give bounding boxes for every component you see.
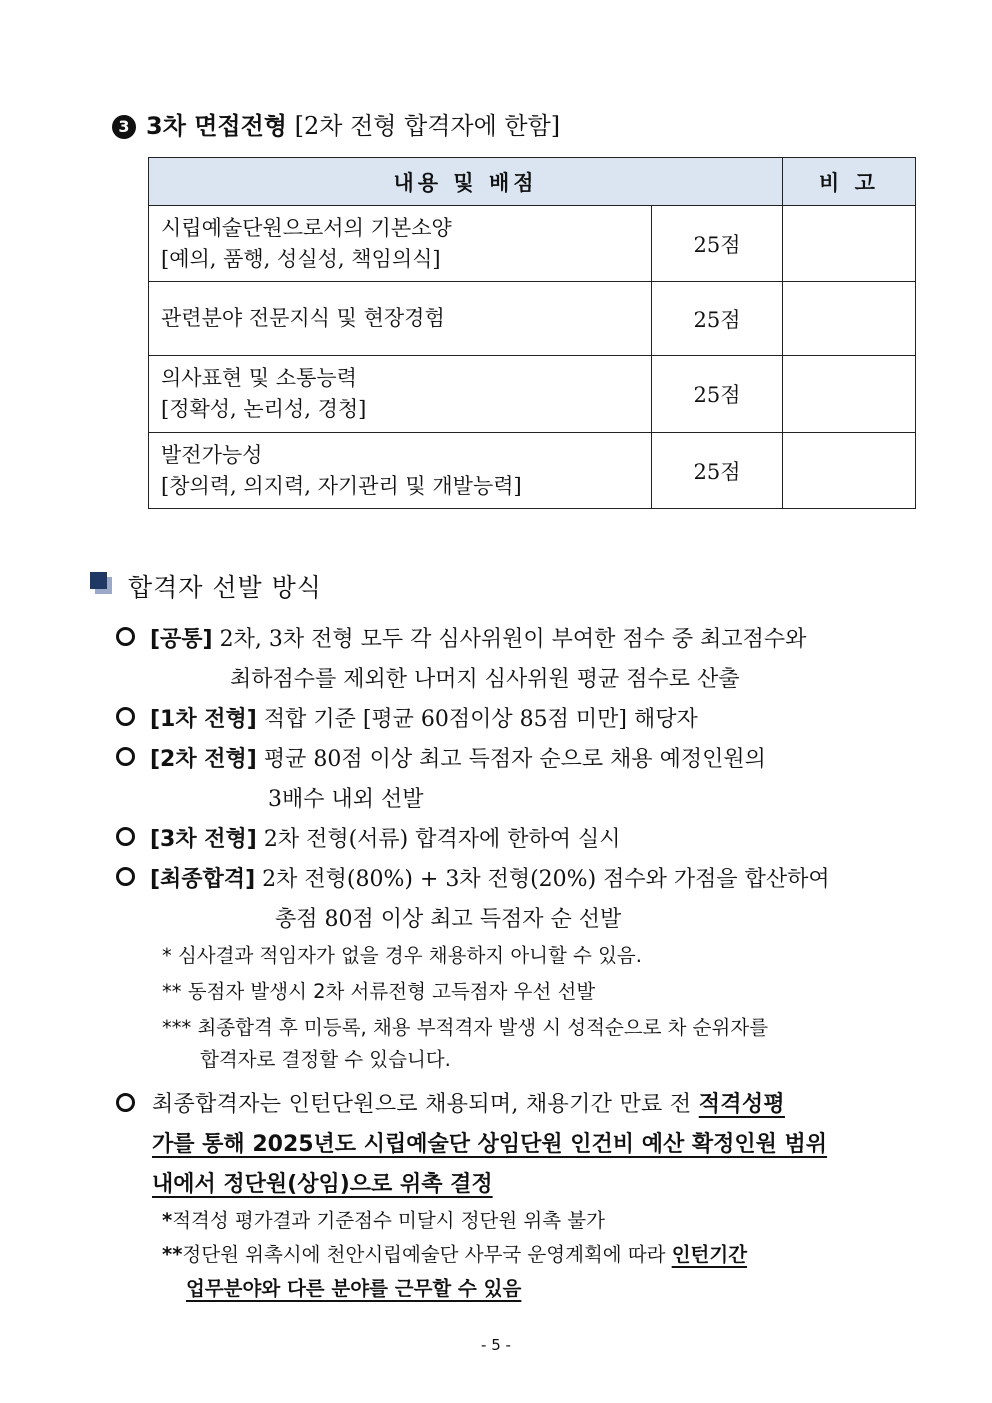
circle-bullet-icon <box>114 865 136 887</box>
table-row <box>149 433 916 509</box>
circle-bullet-icon <box>114 705 136 727</box>
list-item: [최종합격] 2차 전형(80%) + 3차 전형(20%) 점수와 가점을 합산하여 <box>150 867 830 892</box>
interview-score-table <box>148 157 916 509</box>
final-note: *적격성 평가결과 기준점수 미달시 정단원 위촉 불가 <box>162 1209 605 1232</box>
table-row <box>149 206 916 282</box>
note-line: 합격자로 결정할 수 있습니다. <box>200 1048 451 1071</box>
final-paragraph-line: 내에서 정단원(상임)으로 위촉 결정 <box>152 1172 493 1197</box>
selection-heading-label: 합격자 선발 방식 <box>128 573 322 602</box>
remark-cell <box>783 282 916 356</box>
table-row <box>149 356 916 433</box>
final-paragraph-line: 최종합격자는 인턴단원으로 채용되며, 채용기간 만료 전 적격성평 <box>152 1092 785 1117</box>
note-line: ** 동점자 발생시 2차 서류전형 고득점자 우선 선발 <box>162 980 596 1003</box>
item-cell: 발전가능성 [창의력, 의지력, 자기관리 및 개발능력] <box>149 433 652 509</box>
remark-cell <box>783 433 916 509</box>
note-line: * 심사결과 적임자가 없을 경우 채용하지 아니할 수 있음. <box>162 944 642 967</box>
list-item-continuation: 총점 80점 이상 최고 득점자 순 선발 <box>275 907 622 932</box>
score-cell: 25점 <box>652 282 783 356</box>
final-note-continuation: 업무분야와 다른 분야를 근무할 수 있음 <box>186 1277 522 1300</box>
remark-cell <box>783 356 916 433</box>
list-item-continuation: 최하점수를 제외한 나머지 심사위원 평균 점수로 산출 <box>230 667 740 692</box>
score-cell: 25점 <box>652 356 783 433</box>
circled-number-badge: 3 <box>112 115 136 139</box>
item-cell: 시립예술단원으로서의 기본소양 [예의, 품행, 성실성, 책임의식] <box>149 206 652 282</box>
section-3-title: 3차 면접전형 <box>146 112 287 140</box>
list-item-continuation: 3배수 내외 선발 <box>268 787 424 812</box>
remark-cell <box>783 206 916 282</box>
list-item: [1차 전형] 적합 기준 [평균 60점이상 85점 미만] 해당자 <box>150 707 698 732</box>
circle-bullet-icon <box>114 825 136 847</box>
selection-heading <box>90 568 322 604</box>
table-row <box>149 282 916 356</box>
header-remarks: 비 고 <box>783 158 916 206</box>
circle-bullet-icon <box>114 745 136 767</box>
final-note: **정단원 위촉시에 천안시립예술단 사무국 운영계획에 따라 인턴기간 <box>162 1243 748 1266</box>
page-number: - 5 - <box>481 1336 511 1354</box>
list-item: [2차 전형] 평균 80점 이상 최고 득점자 순으로 채용 예정인원의 <box>150 747 766 772</box>
note-line: *** 최종합격 후 미등록, 채용 부적격자 발생 시 성적순으로 차 순위자를 <box>162 1016 769 1039</box>
table-header-row <box>149 158 916 206</box>
final-paragraph-line: 가를 통해 2025년도 시립예술단 상임단원 인건비 예산 확정인원 범위 <box>152 1132 828 1157</box>
section-3-heading <box>112 106 560 141</box>
item-cell: 의사표현 및 소통능력 [정확성, 논리성, 경청] <box>149 356 652 433</box>
circle-bullet-icon <box>114 625 136 647</box>
list-item: [공통] 2차, 3차 전형 모두 각 심사위원이 부여한 점수 중 최고점수와 <box>150 627 807 652</box>
score-cell: 25점 <box>652 206 783 282</box>
square-bullet-icon <box>90 572 112 594</box>
circle-bullet-icon <box>114 1091 136 1113</box>
item-cell: 관련분야 전문지식 및 현장경험 <box>149 282 652 356</box>
score-cell: 25점 <box>652 433 783 509</box>
list-item: [3차 전형] 2차 전형(서류) 합격자에 한하여 실시 <box>150 827 621 852</box>
section-3-condition: [2차 전형 합격자에 한함] <box>294 112 561 140</box>
header-content-score: 내용 및 배점 <box>149 158 783 206</box>
